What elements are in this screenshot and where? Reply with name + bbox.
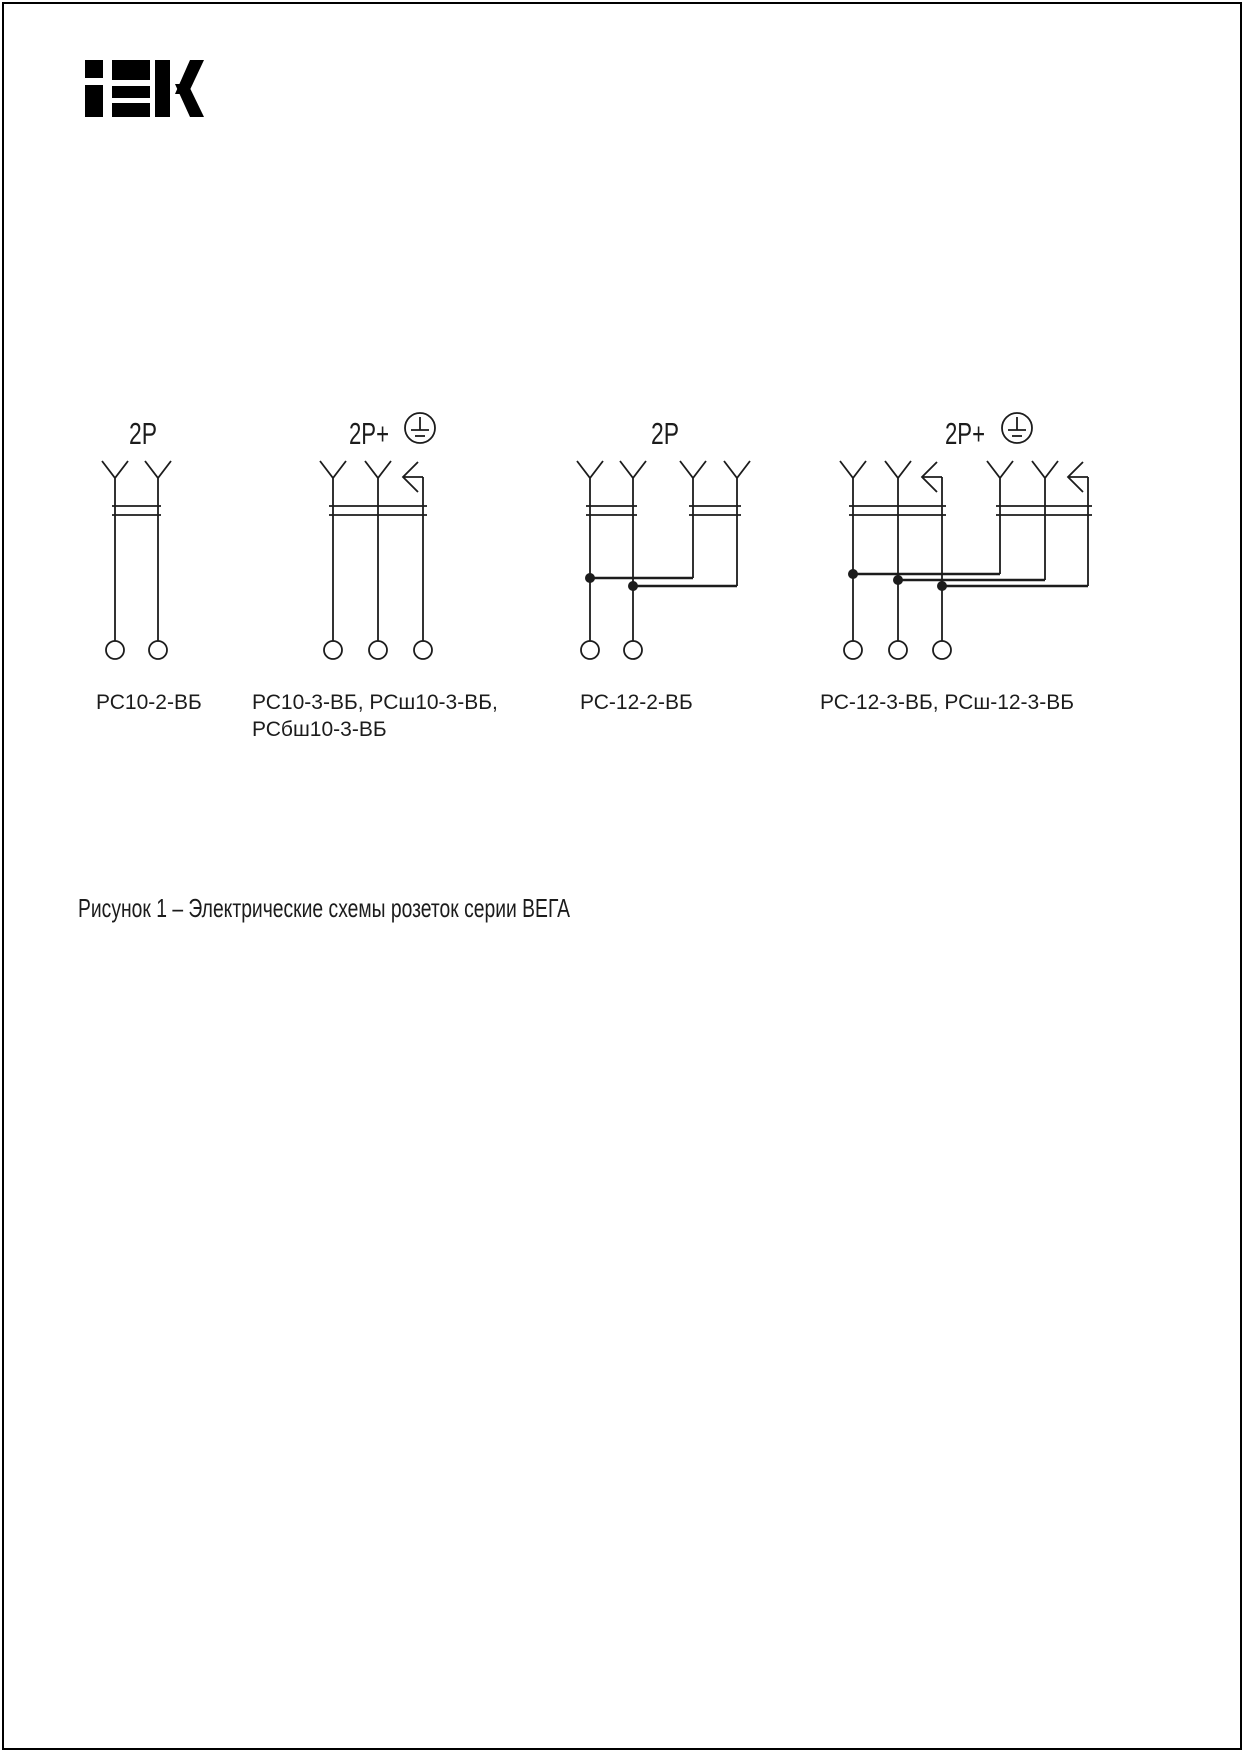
iek-logo-k-leg (175, 84, 204, 117)
contact-fork-icon (680, 461, 750, 586)
pole-count-label: 2P (129, 416, 157, 451)
iek-logo (85, 60, 204, 117)
junction-dot (585, 573, 595, 583)
junction-dot (937, 581, 947, 591)
socket-body-bars (112, 506, 161, 515)
terminal-circle (581, 641, 599, 659)
model-label: РСбш10-3-ВБ (252, 718, 387, 741)
earth-pin-arrow-icon (1068, 462, 1088, 586)
protective-earth-icon (405, 413, 435, 443)
contact-fork-icon (102, 461, 171, 641)
schematic-rc-12-3-vb (820, 413, 1092, 714)
iek-logo-k-stem (155, 60, 170, 117)
terminal-circle (149, 641, 167, 659)
terminal-circle (889, 641, 907, 659)
bridge-wires (853, 574, 1088, 586)
terminal-circle (624, 641, 642, 659)
earth-pin-arrow-icon (922, 462, 942, 641)
bridge-wires (590, 578, 737, 586)
iek-logo-e-bar (112, 86, 150, 98)
terminal-circle (369, 641, 387, 659)
contact-fork-icon (987, 461, 1058, 580)
junction-dot (628, 581, 638, 591)
iek-logo-i-stem (85, 85, 103, 117)
schematic-rc-12-2-vb (577, 416, 750, 714)
schematic-rc10-3-vb (252, 413, 498, 741)
contact-fork-icon (840, 461, 911, 641)
junction-dot (893, 575, 903, 585)
terminal-circle (844, 641, 862, 659)
terminal-circle (414, 641, 432, 659)
contact-fork-icon (320, 461, 391, 641)
model-label: РС10-2-ВБ (96, 691, 202, 714)
socket-body-bars (849, 506, 1092, 515)
model-label: РС10-3-ВБ, РСш10-3-ВБ, (252, 691, 498, 714)
pole-count-label: 2P+ (945, 416, 985, 451)
socket-body-bars (586, 506, 741, 515)
terminal-circle (106, 641, 124, 659)
model-label: РС-12-2-ВБ (580, 691, 693, 714)
terminal-circle (933, 641, 951, 659)
terminal-circle (324, 641, 342, 659)
contact-fork-icon (577, 461, 646, 641)
iek-logo-i-dot (85, 60, 103, 78)
pole-count-label: 2P (651, 416, 679, 451)
iek-logo-e-bar (112, 60, 150, 80)
junction-dot (848, 569, 858, 579)
pole-count-label: 2P+ (349, 416, 389, 451)
protective-earth-icon (1002, 413, 1032, 443)
model-label: РС-12-3-ВБ, РСш-12-3-ВБ (820, 691, 1074, 714)
figure-caption: Рисунок 1 – Электрические схемы розеток серии ВЕГА (78, 893, 571, 923)
iek-logo-e-bar (112, 103, 150, 117)
earth-pin-arrow-icon (403, 462, 423, 641)
schematic-rc10-2-vb (96, 416, 202, 714)
